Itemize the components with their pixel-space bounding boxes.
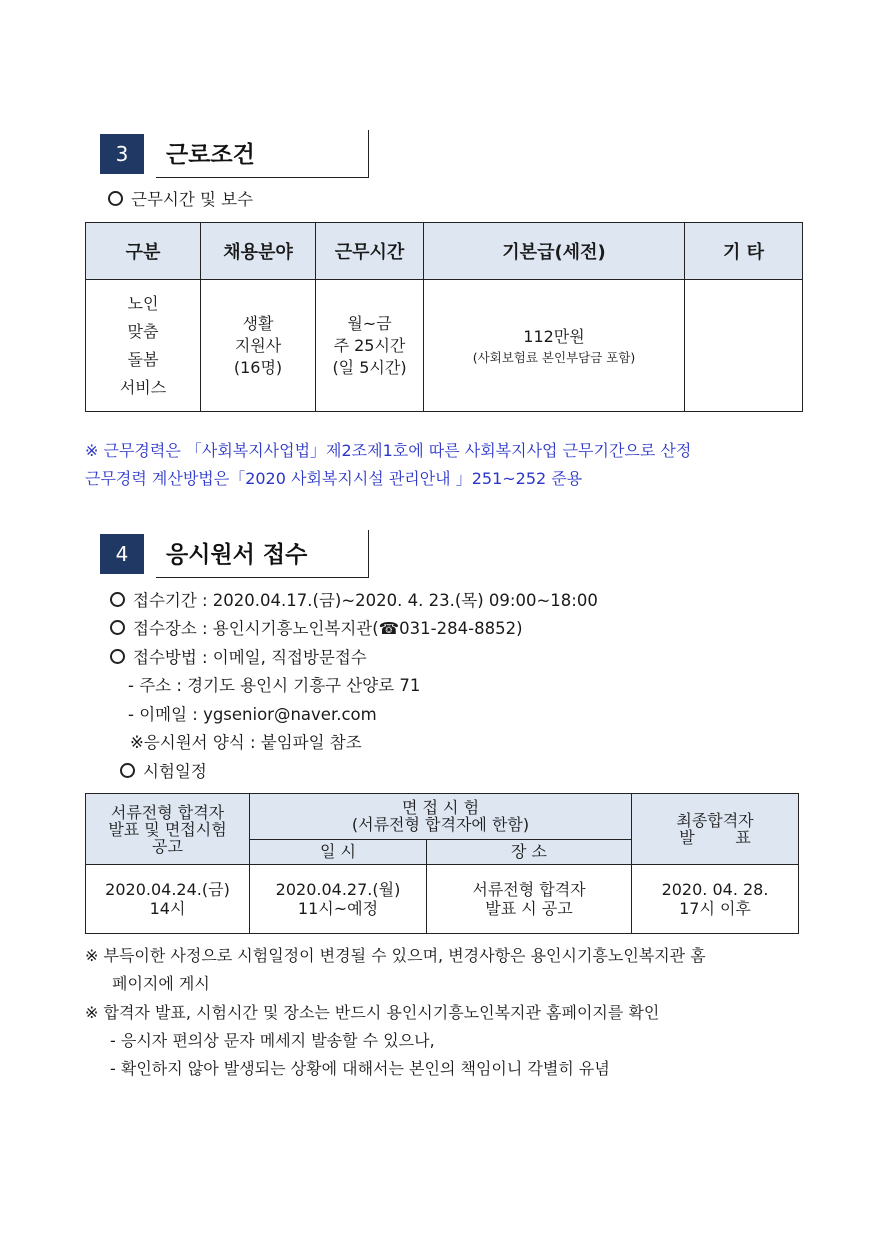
header-hours: 근무시간 xyxy=(316,223,424,280)
section-underline xyxy=(156,577,369,578)
section-divider xyxy=(368,530,369,578)
header-category: 구분 xyxy=(86,223,201,280)
work-conditions-table xyxy=(85,222,803,412)
cell-pay xyxy=(424,280,685,412)
application-method: 접수방법 : 이메일, 직접방문접수 xyxy=(110,647,367,669)
application-place: 접수장소 : 용인시기흥노인복지관(☎031-284-8852) xyxy=(110,618,523,640)
section-3-number: 3 xyxy=(100,134,144,174)
sms-note: - 응시자 편의상 문자 메세지 발송할 수 있으나, xyxy=(110,1031,435,1050)
section-divider xyxy=(368,130,369,178)
schedule-change-note-cont: 페이지에 게시 xyxy=(112,974,210,993)
cell-announcement: 2020.04.24.(금) 14시 xyxy=(86,865,250,934)
responsibility-note: - 확인하지 않아 발생되는 상황에 대해서는 본인의 책임이니 각별히 유념 xyxy=(110,1059,610,1078)
header-final: 최종합격자 발 표 xyxy=(632,794,799,865)
header-interview-place: 장 소 xyxy=(427,839,632,864)
header-interview-date: 일 시 xyxy=(250,839,427,864)
cell-interview-place: 서류전형 합격자 발표 시 공고 xyxy=(427,865,632,934)
section-underline xyxy=(156,177,369,178)
bullet-circle-icon xyxy=(120,763,135,778)
section-3-header xyxy=(100,130,370,178)
application-period: 접수기간 : 2020.04.17.(금)~2020. 4. 23.(목) 09:00~18:00 xyxy=(110,590,598,612)
schedule-change-note: ※ 부득이한 사정으로 시험일정이 변경될 수 있으며, 변경사항은 용인시기흥노인복지관 홈 xyxy=(85,946,706,965)
bullet-circle-icon xyxy=(110,620,125,635)
header-field: 채용분야 xyxy=(201,223,316,280)
cell-final: 2020. 04. 28. 17시 이후 xyxy=(632,865,799,934)
pay-note: (사회보험료 본인부담금 포함) xyxy=(472,349,636,365)
career-note-1: ※ 근무경력은 「사회복지사업법」제2조제1호에 따른 사회복지사업 근무기간으로 산정 xyxy=(85,441,692,460)
bullet-circle-icon xyxy=(108,191,123,206)
exam-schedule-table xyxy=(85,793,799,934)
verify-homepage-note: ※ 합격자 발표, 시험시간 및 장소는 반드시 용인시기흥노인복지관 홈페이지를 확인 xyxy=(85,1003,660,1022)
bullet-circle-icon xyxy=(110,592,125,607)
section-4-number: 4 xyxy=(100,534,144,574)
bullet-circle-icon xyxy=(110,649,125,664)
cell-field: 생활 지원사 (16명) xyxy=(201,280,316,412)
form-note-line: ※응시원서 양식 : 붙임파일 참조 xyxy=(130,733,362,752)
header-interview: 면 접 시 험 (서류전형 합격자에 한함) xyxy=(250,794,632,840)
header-announcement: 서류전형 합격자 발표 및 면접시험 공고 xyxy=(86,794,250,865)
cell-etc xyxy=(685,280,803,412)
section-4-title: 응시원서 접수 xyxy=(166,542,308,568)
pay-amount: 112만원 xyxy=(523,326,585,346)
header-etc: 기 타 xyxy=(685,223,803,280)
cell-interview-date: 2020.04.27.(월) 11시~예정 xyxy=(250,865,427,934)
work-hours-subheading: 근무시간 및 보수 xyxy=(108,189,253,211)
address-line: - 주소 : 경기도 용인시 기흥구 산양로 71 xyxy=(128,676,421,695)
header-pay: 기본급(세전) xyxy=(424,223,685,280)
cell-category: 노인 맞춤 돌봄 서비스 xyxy=(86,280,201,412)
section-3-title: 근로조건 xyxy=(166,142,255,168)
email-line: - 이메일 : ygsenior@naver.com xyxy=(128,705,377,724)
schedule-heading: 시험일정 xyxy=(120,761,207,783)
cell-hours: 월~금 주 25시간 (일 5시간) xyxy=(316,280,424,412)
career-note-2: 근무경력 계산방법은「2020 사회복지시설 관리안내 」251~252 준용 xyxy=(85,469,583,488)
section-4-header xyxy=(100,530,370,578)
